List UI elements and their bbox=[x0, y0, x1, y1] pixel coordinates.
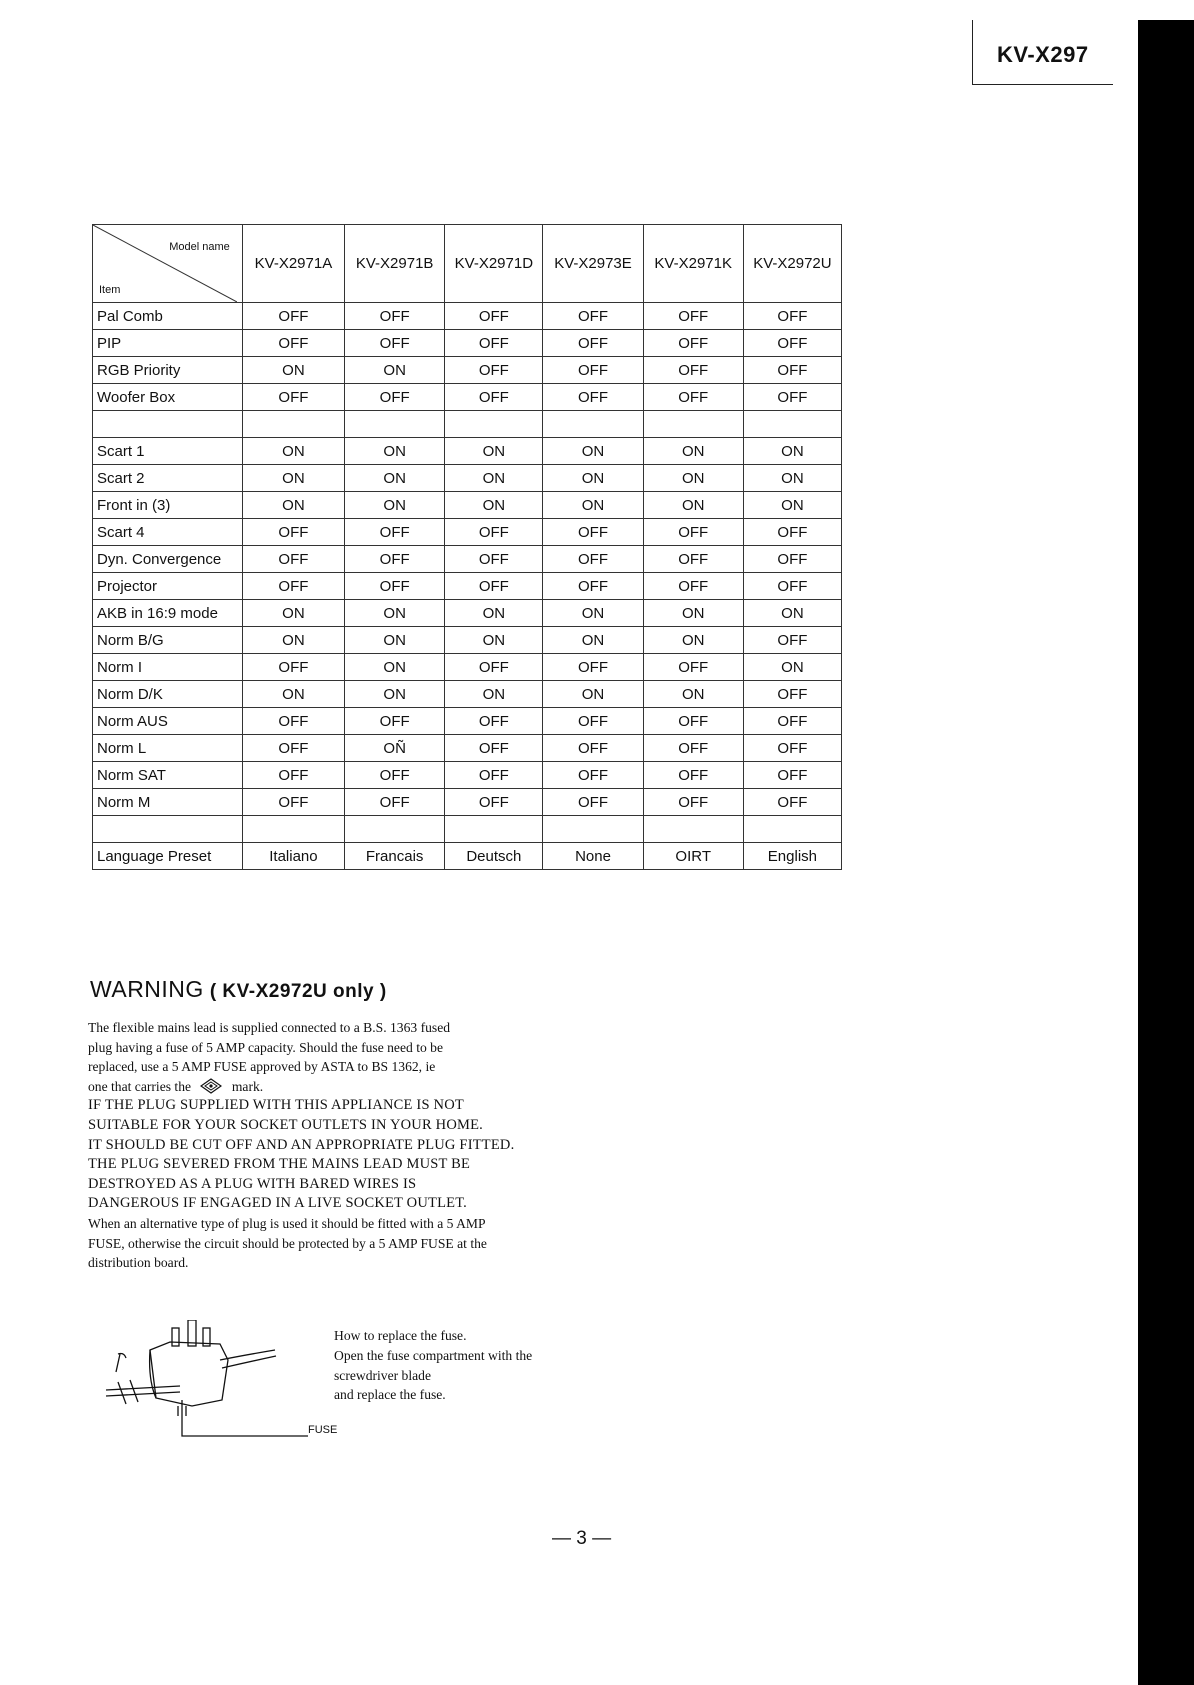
table-cell: OFF bbox=[543, 573, 643, 600]
table-cell: ON bbox=[242, 627, 344, 654]
table-cell: OFF bbox=[543, 789, 643, 816]
page-edge-bar bbox=[1138, 20, 1194, 1685]
table-cell: OFF bbox=[445, 573, 543, 600]
table-row bbox=[93, 681, 842, 708]
table-cell: OFF bbox=[743, 681, 841, 708]
table-row bbox=[93, 735, 842, 762]
row-label: Norm M bbox=[93, 789, 243, 816]
table-cell: ON bbox=[345, 492, 445, 519]
table-cell: English bbox=[743, 843, 841, 870]
warning-text bbox=[88, 1018, 588, 1273]
table-cell: OFF bbox=[242, 573, 344, 600]
table-cell: OFF bbox=[543, 762, 643, 789]
row-label: Norm I bbox=[93, 654, 243, 681]
table-cell: OFF bbox=[445, 708, 543, 735]
warning-line: replaced, use a 5 AMP FUSE approved by ASTA to BS 1362, ie bbox=[88, 1059, 436, 1075]
warning-heading bbox=[90, 976, 387, 1003]
table-cell: OFF bbox=[345, 384, 445, 411]
table-cell: OFF bbox=[543, 708, 643, 735]
warning-caps-line: SUITABLE FOR YOUR SOCKET OUTLETS IN YOUR HOME. bbox=[88, 1116, 483, 1133]
table-cell: OFF bbox=[643, 303, 743, 330]
row-label: Scart 2 bbox=[93, 465, 243, 492]
row-label: Pal Comb bbox=[93, 303, 243, 330]
table-cell: OFF bbox=[242, 762, 344, 789]
table-row bbox=[93, 627, 842, 654]
table-cell: OFF bbox=[242, 546, 344, 573]
table-cell: OFF bbox=[643, 789, 743, 816]
table-cell: ON bbox=[345, 681, 445, 708]
row-label: AKB in 16:9 mode bbox=[93, 600, 243, 627]
row-label: Dyn. Convergence bbox=[93, 546, 243, 573]
settings-table bbox=[92, 224, 842, 870]
table-cell: ON bbox=[242, 600, 344, 627]
table-cell: OFF bbox=[743, 708, 841, 735]
table-cell: ON bbox=[345, 465, 445, 492]
fuse-label: FUSE bbox=[308, 1424, 338, 1436]
row-label: Norm L bbox=[93, 735, 243, 762]
table-cell: OFF bbox=[242, 708, 344, 735]
table-row bbox=[93, 384, 842, 411]
table-cell: ON bbox=[445, 438, 543, 465]
table-cell: OFF bbox=[242, 384, 344, 411]
table-cell: OFF bbox=[643, 546, 743, 573]
table-cell: OFF bbox=[345, 708, 445, 735]
table-cell: OFF bbox=[445, 330, 543, 357]
table-cell: ON bbox=[643, 438, 743, 465]
row-label: Norm AUS bbox=[93, 708, 243, 735]
asta-mark-icon bbox=[200, 1078, 222, 1094]
model-header bbox=[972, 20, 1113, 85]
column-header: KV-X2972U bbox=[743, 225, 841, 303]
table-cell: OFF bbox=[242, 303, 344, 330]
table-cell: ON bbox=[242, 492, 344, 519]
plug-fuse-illustration bbox=[100, 1320, 320, 1440]
warning-caps-line: DANGEROUS IF ENGAGED IN A LIVE SOCKET OUTLET. bbox=[88, 1195, 467, 1212]
table-cell: ON bbox=[445, 627, 543, 654]
table-cell: ON bbox=[242, 681, 344, 708]
table-cell: OFF bbox=[242, 735, 344, 762]
table-cell: OFF bbox=[445, 789, 543, 816]
warning-title: WARNING bbox=[90, 976, 204, 1002]
table-cell: OFF bbox=[643, 384, 743, 411]
table-cell: ON bbox=[543, 600, 643, 627]
table-cell: OFF bbox=[743, 519, 841, 546]
table-cell: OFF bbox=[543, 357, 643, 384]
table-row bbox=[93, 573, 842, 600]
table-cell: OFF bbox=[345, 303, 445, 330]
fuse-step-line: How to replace the fuse. bbox=[334, 1328, 467, 1343]
table-cell: ON bbox=[743, 600, 841, 627]
table-cell: ON bbox=[643, 492, 743, 519]
table-cell: ON bbox=[743, 465, 841, 492]
table-cell: OFF bbox=[543, 735, 643, 762]
table-cell: OFF bbox=[743, 573, 841, 600]
row-label: RGB Priority bbox=[93, 357, 243, 384]
table-cell: ON bbox=[543, 681, 643, 708]
warning-caps-line: THE PLUG SEVERED FROM THE MAINS LEAD MUST BE bbox=[88, 1156, 471, 1173]
table-cell: ON bbox=[345, 654, 445, 681]
table-cell: ON bbox=[743, 438, 841, 465]
row-label: Language Preset bbox=[93, 843, 243, 870]
table-cell: OFF bbox=[445, 519, 543, 546]
table-cell: OFF bbox=[543, 330, 643, 357]
row-label: Norm B/G bbox=[93, 627, 243, 654]
table-cell: OFF bbox=[743, 330, 841, 357]
model-name-label: Model name bbox=[169, 241, 230, 253]
table-row bbox=[93, 465, 842, 492]
table-cell: ON bbox=[643, 627, 743, 654]
table-cell: ON bbox=[743, 654, 841, 681]
fuse-step-line: Open the fuse compartment with the bbox=[334, 1347, 533, 1363]
column-header: KV-X2971K bbox=[643, 225, 743, 303]
warning-caps-line: DESTROYED AS A PLUG WITH BARED WIRES IS bbox=[88, 1175, 417, 1192]
table-cell: None bbox=[543, 843, 643, 870]
table-cell: OFF bbox=[743, 627, 841, 654]
table-cell: ON bbox=[543, 492, 643, 519]
table-cell: OFF bbox=[445, 762, 543, 789]
model-number: KV-X297 bbox=[997, 42, 1089, 67]
table-cell: ON bbox=[345, 627, 445, 654]
table-row bbox=[93, 546, 842, 573]
table-cell: OFF bbox=[345, 573, 445, 600]
table-corner-header bbox=[93, 225, 243, 303]
table-cell: ON bbox=[242, 465, 344, 492]
table-cell: ON bbox=[242, 438, 344, 465]
table-row bbox=[93, 303, 842, 330]
table-cell: OÑ bbox=[345, 735, 445, 762]
row-label: Front in (3) bbox=[93, 492, 243, 519]
table-cell: ON bbox=[345, 357, 445, 384]
warning-subtitle: ( KV-X2972U only ) bbox=[209, 981, 387, 1002]
column-header: KV-X2973E bbox=[543, 225, 643, 303]
column-header: KV-X2971D bbox=[445, 225, 543, 303]
row-label: Scart 4 bbox=[93, 519, 243, 546]
table-cell: OFF bbox=[643, 573, 743, 600]
row-label: PIP bbox=[93, 330, 243, 357]
table-cell: OFF bbox=[643, 357, 743, 384]
table-cell: ON bbox=[445, 681, 543, 708]
table-cell: OFF bbox=[543, 546, 643, 573]
item-label: Item bbox=[99, 284, 121, 296]
table-cell: ON bbox=[643, 600, 743, 627]
table-cell: OFF bbox=[643, 762, 743, 789]
table-cell: OFF bbox=[743, 735, 841, 762]
table-row bbox=[93, 330, 842, 357]
table-cell: OFF bbox=[345, 762, 445, 789]
warning-caps-line: IT SHOULD BE CUT OFF AND AN APPROPRIATE PLUG FITTED. bbox=[88, 1136, 515, 1153]
table-cell: OFF bbox=[743, 357, 841, 384]
table-cell: ON bbox=[643, 681, 743, 708]
table-cell: Italiano bbox=[242, 843, 344, 870]
table-cell: OFF bbox=[643, 330, 743, 357]
table-cell: OFF bbox=[743, 384, 841, 411]
table-cell: ON bbox=[543, 438, 643, 465]
table-cell: ON bbox=[345, 438, 445, 465]
table-cell: OFF bbox=[445, 357, 543, 384]
table-cell: OFF bbox=[445, 735, 543, 762]
table-row bbox=[93, 708, 842, 735]
warning-caps-line: IF THE PLUG SUPPLIED WITH THIS APPLIANCE IS NOT bbox=[88, 1097, 464, 1114]
table-cell: OFF bbox=[345, 519, 445, 546]
table-cell: ON bbox=[445, 492, 543, 519]
table-row bbox=[93, 654, 842, 681]
column-header: KV-X2971B bbox=[345, 225, 445, 303]
table-cell: Francais bbox=[345, 843, 445, 870]
table-cell: ON bbox=[445, 465, 543, 492]
table-cell: OIRT bbox=[643, 843, 743, 870]
table-cell: OFF bbox=[743, 762, 841, 789]
table-row bbox=[93, 600, 842, 627]
table-cell: OFF bbox=[242, 789, 344, 816]
table-cell: OFF bbox=[242, 654, 344, 681]
table-row bbox=[93, 762, 842, 789]
table-row bbox=[93, 789, 842, 816]
table-cell: OFF bbox=[743, 303, 841, 330]
warning-line: The flexible mains lead is supplied connected to a B.S. 1363 fused bbox=[88, 1020, 451, 1035]
fuse-step-line: screwdriver blade bbox=[334, 1367, 431, 1383]
fuse-instructions bbox=[334, 1326, 594, 1405]
table-cell: OFF bbox=[445, 546, 543, 573]
row-label: Projector bbox=[93, 573, 243, 600]
table-cell: OFF bbox=[643, 519, 743, 546]
table-cell: OFF bbox=[543, 654, 643, 681]
warning-line: FUSE, otherwise the circuit should be protected by a 5 AMP FUSE at the bbox=[88, 1235, 487, 1251]
table-row bbox=[93, 492, 842, 519]
table-row bbox=[93, 357, 842, 384]
table-cell: OFF bbox=[345, 330, 445, 357]
table-spacer-row bbox=[93, 816, 842, 843]
table-cell: OFF bbox=[445, 654, 543, 681]
table-cell: ON bbox=[242, 357, 344, 384]
page-number: — 3 — bbox=[552, 1528, 612, 1549]
table-cell: ON bbox=[445, 600, 543, 627]
table-cell: OFF bbox=[543, 303, 643, 330]
table-cell: ON bbox=[543, 465, 643, 492]
table-cell: OFF bbox=[643, 708, 743, 735]
table-cell: OFF bbox=[445, 384, 543, 411]
warning-line: When an alternative type of plug is used it should be fitted with a 5 AMP bbox=[88, 1215, 486, 1231]
table-cell: ON bbox=[543, 627, 643, 654]
fuse-step-line: and replace the fuse. bbox=[334, 1387, 446, 1403]
table-row bbox=[93, 519, 842, 546]
table-cell: OFF bbox=[242, 330, 344, 357]
warning-line: plug having a fuse of 5 AMP capacity. Should the fuse need to be bbox=[88, 1039, 443, 1055]
table-cell: OFF bbox=[445, 303, 543, 330]
table-cell: OFF bbox=[242, 519, 344, 546]
table-row bbox=[93, 438, 842, 465]
row-label: Scart 1 bbox=[93, 438, 243, 465]
table-row bbox=[93, 843, 842, 870]
table-cell: OFF bbox=[743, 546, 841, 573]
warning-line: one that carries the mark. bbox=[88, 1078, 264, 1094]
table-spacer-row bbox=[93, 411, 842, 438]
table-cell: ON bbox=[345, 600, 445, 627]
table-cell: ON bbox=[643, 465, 743, 492]
column-header: KV-X2971A bbox=[242, 225, 344, 303]
row-label: Norm D/K bbox=[93, 681, 243, 708]
table-cell: OFF bbox=[543, 519, 643, 546]
table-cell: OFF bbox=[643, 654, 743, 681]
table-cell: Deutsch bbox=[445, 843, 543, 870]
warning-line: distribution board. bbox=[88, 1255, 189, 1271]
table-cell: OFF bbox=[345, 546, 445, 573]
table-cell: OFF bbox=[743, 789, 841, 816]
row-label: Norm SAT bbox=[93, 762, 243, 789]
table-cell: OFF bbox=[643, 735, 743, 762]
table-cell: ON bbox=[743, 492, 841, 519]
row-label: Woofer Box bbox=[93, 384, 243, 411]
table-cell: OFF bbox=[543, 384, 643, 411]
table-cell: OFF bbox=[345, 789, 445, 816]
